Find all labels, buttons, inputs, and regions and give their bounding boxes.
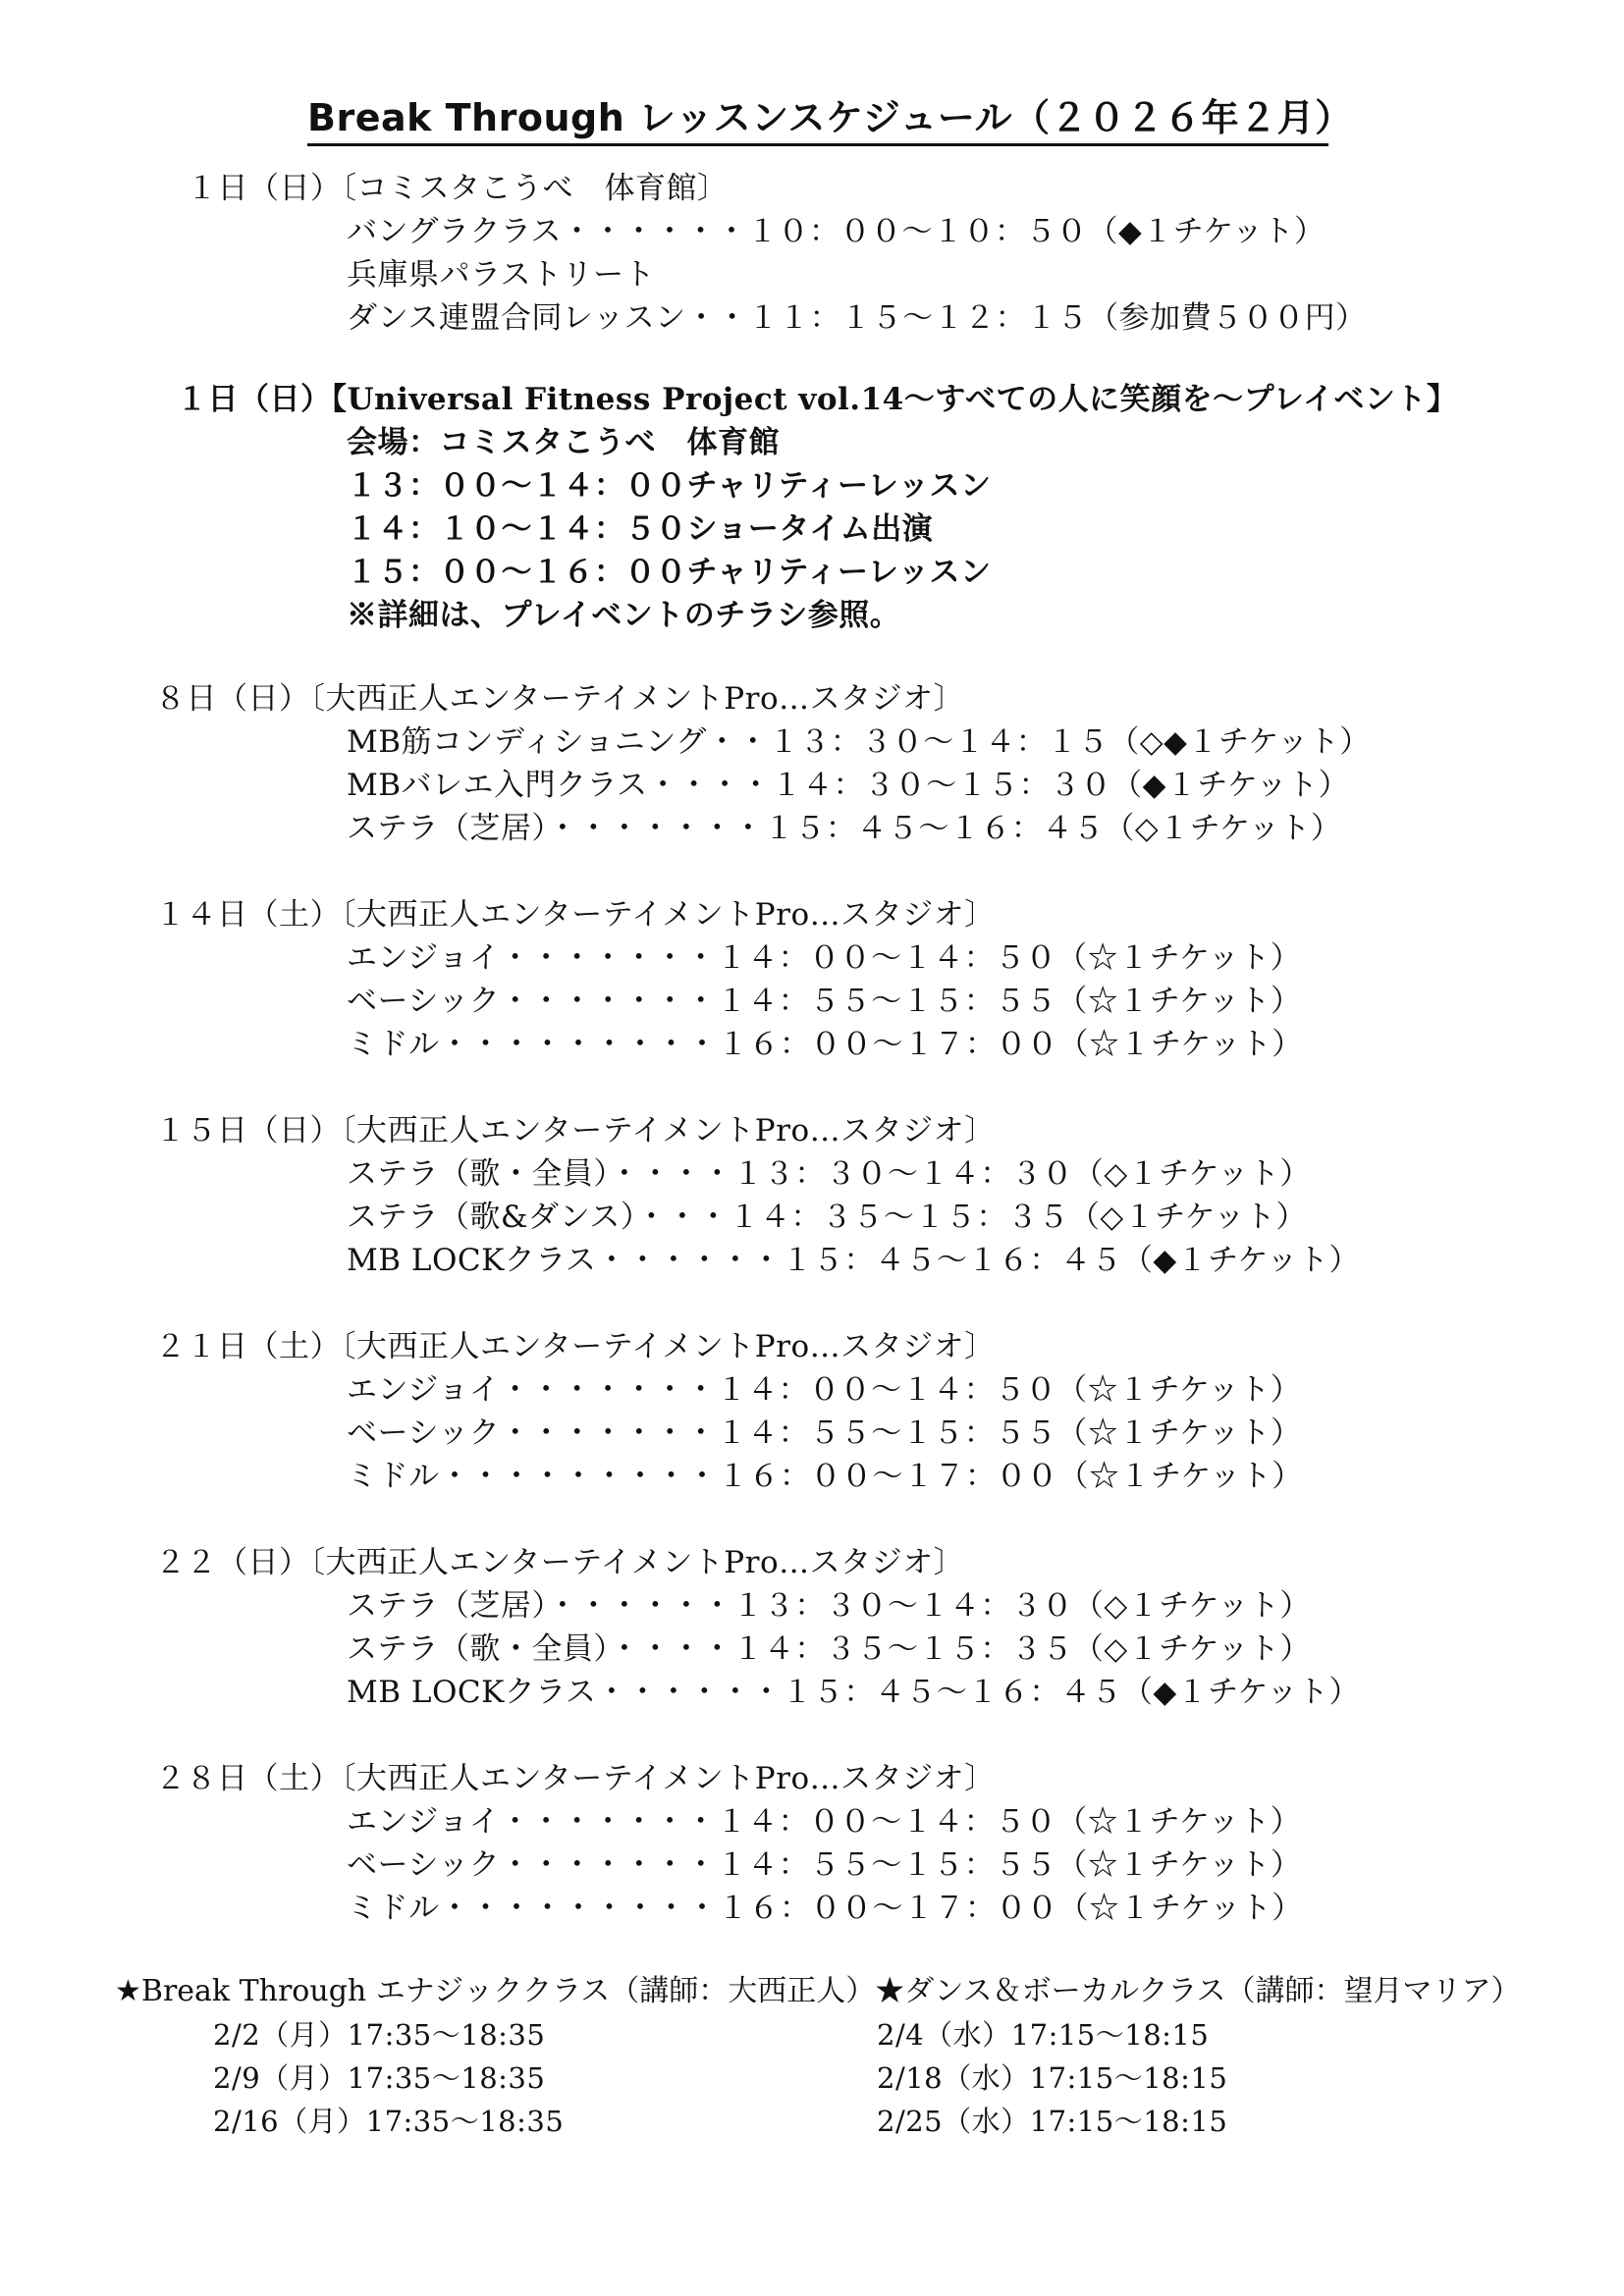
event-item: １３：００～１４：００チャリティーレッスン xyxy=(347,468,992,504)
lesson-item: MB LOCKクラス・・・・・・１５：４５～１６：４５（◆１チケット） xyxy=(347,1243,1360,1278)
lesson-item: 兵庫県パラストリート xyxy=(347,257,656,293)
schedule-day-1 xyxy=(0,167,1624,340)
lesson-item: エンジョイ・・・・・・・１４：００～１４：５０（☆１チケット） xyxy=(347,1372,1302,1408)
lesson-item: ステラ（歌・全員）・・・・１４：３５～１５：３５（◇１チケット） xyxy=(347,1631,1311,1667)
lesson-item: ステラ（芝居）・・・・・・１３：３０～１４：３０（◇１チケット） xyxy=(347,1588,1311,1624)
lesson-item: ステラ（芝居）・・・・・・・１５：４５～１６：４５（◇１チケット） xyxy=(347,811,1342,846)
lesson-item: ステラ（歌・全員）・・・・１３：３０～１４：３０（◇１チケット） xyxy=(347,1156,1311,1192)
class-date: 2/25（水）17:15～18:15 xyxy=(877,2105,1228,2138)
lesson-item: MB LOCKクラス・・・・・・１５：４５～１６：４５（◆１チケット） xyxy=(347,1675,1360,1710)
day-header: １４日（土）〔大西正人エンターテイメントPro…スタジオ〕 xyxy=(155,897,996,933)
weekly-classes-rows xyxy=(0,2013,1624,2143)
event-item: １４：１０～１４：５０ショータイム出演 xyxy=(347,511,934,547)
lesson-item: MB筋コンディショニング・・１３：３０～１４：１５（◇◆１チケット） xyxy=(347,724,1371,760)
lesson-item: ステラ（歌&ダンス）・・・１４：３５～１５：３５（◇１チケット） xyxy=(347,1200,1307,1235)
weekly-classes-header: ★Break Through エナジッククラス（講師：大西正人）★ダンス＆ボーカルクラス（講師：望月マリア） xyxy=(115,1974,1521,2008)
day-header: １日（日）〔コミスタこうべ 体育館〕 xyxy=(187,171,729,206)
event-header: １日（日）【Universal Fitness Project vol.14～すべての人に笑顔を～プレイベント】 xyxy=(177,382,1458,417)
lesson-item: エンジョイ・・・・・・・１４：００～１４：５０（☆１チケット） xyxy=(347,1804,1302,1840)
page-title xyxy=(307,92,1353,146)
weekly-classes xyxy=(0,1970,1624,2143)
event-item: 会場：コミスタこうべ 体育館 xyxy=(347,425,780,460)
day-header: ２８日（土）〔大西正人エンターテイメントPro…スタジオ〕 xyxy=(155,1761,996,1796)
class-date: 2/4（水）17:15～18:15 xyxy=(877,2018,1210,2052)
energic-class-dates xyxy=(213,2013,564,2143)
class-date: 2/18（水）17:15～18:15 xyxy=(877,2061,1228,2095)
lesson-item: ダンス連盟合同レッスン・・１１：１５～１２：１５（参加費５００円） xyxy=(347,300,1367,336)
day-header: ２２（日）〔大西正人エンターテイメントPro…スタジオ〕 xyxy=(155,1545,965,1580)
lesson-item: ミドル・・・・・・・・・１６：００～１７：００（☆１チケット） xyxy=(347,1459,1303,1494)
lesson-item: バングラクラス・・・・・・１０：００～１０：５０（◆１チケット） xyxy=(347,214,1326,249)
schedule-day-15 xyxy=(0,1109,1624,1282)
lesson-item: ベーシック・・・・・・・１４：５５～１５：５５（☆１チケット） xyxy=(347,984,1302,1019)
event-preview xyxy=(0,378,1624,637)
page-title-text: Break Through レッスンスケジュール（２０２６年２月） xyxy=(307,96,1353,139)
day-header: ２１日（土）〔大西正人エンターテイメントPro…スタジオ〕 xyxy=(155,1329,996,1364)
class-date: 2/2（月）17:35～18:35 xyxy=(213,2018,546,2052)
lesson-item: エンジョイ・・・・・・・１４：００～１４：５０（☆１チケット） xyxy=(347,940,1302,976)
schedule-day-8 xyxy=(0,677,1624,850)
event-item: １５：００～１６：００チャリティーレッスン xyxy=(347,555,992,590)
schedule-day-22 xyxy=(0,1541,1624,1714)
day-header: ８日（日）〔大西正人エンターテイメントPro…スタジオ〕 xyxy=(155,681,965,717)
lesson-item: MBバレエ入門クラス・・・・１４：３０～１５：３０（◆１チケット） xyxy=(347,768,1350,803)
lesson-item: ミドル・・・・・・・・・１６：００～１７：００（☆１チケット） xyxy=(347,1891,1303,1926)
lesson-item: ミドル・・・・・・・・・１６：００～１７：００（☆１チケット） xyxy=(347,1027,1303,1062)
lesson-item: ベーシック・・・・・・・１４：５５～１５：５５（☆１チケット） xyxy=(347,1847,1302,1883)
class-date: 2/9（月）17:35～18:35 xyxy=(213,2061,546,2095)
schedule-day-21 xyxy=(0,1325,1624,1498)
dance-vocal-class-dates xyxy=(877,2013,1227,2143)
event-item: ※詳細は、プレイベントのチラシ参照。 xyxy=(347,598,901,633)
day-header: １５日（日）〔大西正人エンターテイメントPro…スタジオ〕 xyxy=(155,1113,996,1148)
schedule-day-28 xyxy=(0,1757,1624,1930)
class-date: 2/16（月）17:35～18:35 xyxy=(213,2105,565,2138)
schedule-day-14 xyxy=(0,893,1624,1066)
lesson-item: ベーシック・・・・・・・１４：５５～１５：５５（☆１チケット） xyxy=(347,1415,1302,1451)
